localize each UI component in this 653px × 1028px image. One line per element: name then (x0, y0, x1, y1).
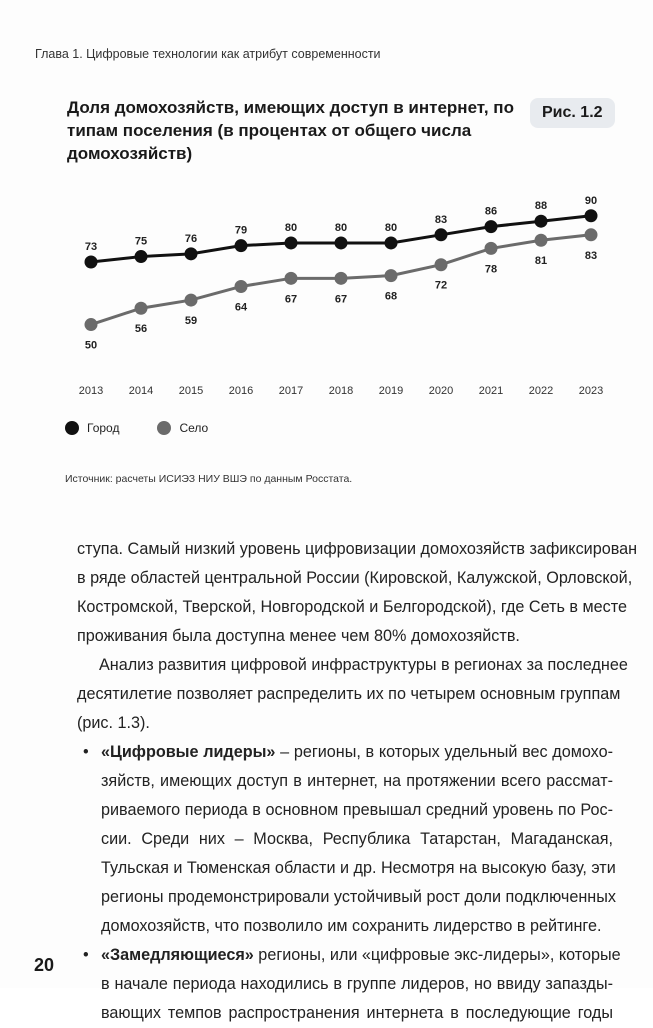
data-label: 75 (134, 235, 148, 248)
line-chart (0, 190, 653, 410)
bullet-text: – регионы, в которых удельный вес домохо- (275, 743, 613, 761)
data-point (185, 294, 198, 307)
data-point (135, 250, 148, 263)
x-tick-label: 2023 (578, 385, 604, 397)
legend-label-selo: Село (179, 421, 209, 435)
data-label: 80 (384, 221, 398, 234)
text-line: ступа. Самый низкий уровень цифровизации домохозяйств зафиксирован (77, 540, 638, 558)
data-label: 78 (484, 263, 498, 276)
data-point (285, 272, 298, 285)
x-tick-label: 2017 (278, 385, 304, 397)
data-point (535, 215, 548, 228)
page-number: 20 (34, 955, 55, 975)
data-point (435, 258, 448, 271)
x-tick-label: 2018 (328, 385, 354, 397)
data-label: 59 (184, 315, 198, 328)
data-label: 56 (134, 323, 148, 336)
x-tick-label: 2013 (78, 385, 104, 397)
body-text (77, 535, 638, 1028)
data-point (135, 302, 148, 315)
data-point (235, 239, 248, 252)
data-point (85, 318, 98, 331)
x-tick-label: 2022 (528, 385, 554, 397)
bullet-item (77, 941, 621, 970)
data-point (485, 220, 498, 233)
running-header: Глава 1. Цифровые технологии как атрибут современности (35, 47, 381, 61)
bullet-icon: • (83, 946, 89, 964)
data-label: 67 (334, 293, 348, 306)
data-point (385, 236, 398, 249)
data-label: 64 (234, 301, 248, 314)
text-line: регионы продемонстрировали устойчивый рост доли подключенных (101, 888, 616, 906)
bullet-icon: • (83, 743, 89, 761)
x-tick-label: 2021 (478, 385, 504, 397)
text-line: домохозяйств, что позволило им сохранить лидерство в рейтинге. (101, 917, 602, 935)
legend-marker-gorod (65, 421, 79, 435)
data-label: 81 (534, 255, 548, 268)
data-point (585, 228, 598, 241)
text-line: риваемого периода в основном превышал средний уровень по Рос- (101, 801, 613, 819)
figure-title: Доля домохозяйств, имеющих доступ в интернет, по типам поселения (в процентах от общего числа домохозяйств) (67, 98, 514, 163)
data-label: 83 (584, 249, 598, 262)
bullet-term: «Цифровые лидеры» (101, 743, 276, 761)
data-label: 90 (584, 194, 598, 207)
x-tick-label: 2016 (228, 385, 254, 397)
bullet-text: регионы, или «цифровые экс-лидеры», которые (253, 946, 621, 964)
text-line: Тульская и Тюменская области и др. Несмотря на высокую базу, эти (101, 859, 616, 877)
data-label: 68 (384, 290, 398, 303)
data-point (335, 236, 348, 249)
data-label: 79 (234, 224, 248, 237)
data-label: 83 (434, 213, 448, 226)
data-label: 72 (434, 279, 448, 292)
text-line: десятилетие позволяет распределить их по четырем основным группам (77, 685, 621, 703)
chart-legend (65, 421, 208, 435)
data-label: 86 (484, 205, 498, 218)
data-label: 76 (184, 232, 198, 245)
data-point (535, 234, 548, 247)
bullet-term: «Замедляющиеся» (101, 946, 254, 964)
figure-label: Рис. 1.2 (530, 98, 615, 128)
text-line: вающих темпов распространения интернета в последующие годы (101, 1004, 613, 1022)
legend-marker-selo (157, 421, 171, 435)
data-point (485, 242, 498, 255)
bullet-item (77, 738, 613, 767)
data-point (185, 247, 198, 260)
data-point (335, 272, 348, 285)
data-label: 80 (334, 221, 348, 234)
data-point (285, 236, 298, 249)
text-line: Костромской, Тверской, Новгородской и Белгородской), где Сеть в месте (77, 598, 627, 616)
text-line: в начале периода находились в группе лидеров, но ввиду запазды- (101, 975, 613, 993)
text-line: Анализ развития цифровой инфраструктуры в регионах за последнее (99, 656, 628, 674)
data-label: 80 (284, 221, 298, 234)
x-tick-label: 2014 (128, 385, 154, 397)
text-line: зяйств, имеющих доступ в интернет, на протяжении всего рассмат- (101, 772, 613, 790)
text-line: (рис. 1.3). (77, 714, 150, 732)
data-label: 67 (284, 293, 298, 306)
x-tick-label: 2020 (428, 385, 454, 397)
data-point (435, 228, 448, 241)
text-line: сии. Среди них – Москва, Республика Татарстан, Магаданская, (101, 830, 613, 848)
data-point (85, 256, 98, 269)
data-label: 73 (84, 241, 98, 253)
data-point (585, 209, 598, 222)
data-point (385, 269, 398, 282)
data-point (235, 280, 248, 293)
legend-label-gorod: Город (87, 421, 120, 435)
data-label: 88 (534, 200, 548, 213)
data-label: 50 (84, 339, 98, 352)
x-tick-label: 2015 (178, 385, 204, 397)
text-line: проживания была доступна менее чем 80% домохозяйств. (77, 627, 520, 645)
figure-source: Источник: расчеты ИСИЭЗ НИУ ВШЭ по данным Росстата. (65, 473, 353, 485)
x-tick-label: 2019 (378, 385, 404, 397)
text-line: в ряде областей центральной России (Кировской, Калужской, Орловской, (77, 569, 633, 587)
